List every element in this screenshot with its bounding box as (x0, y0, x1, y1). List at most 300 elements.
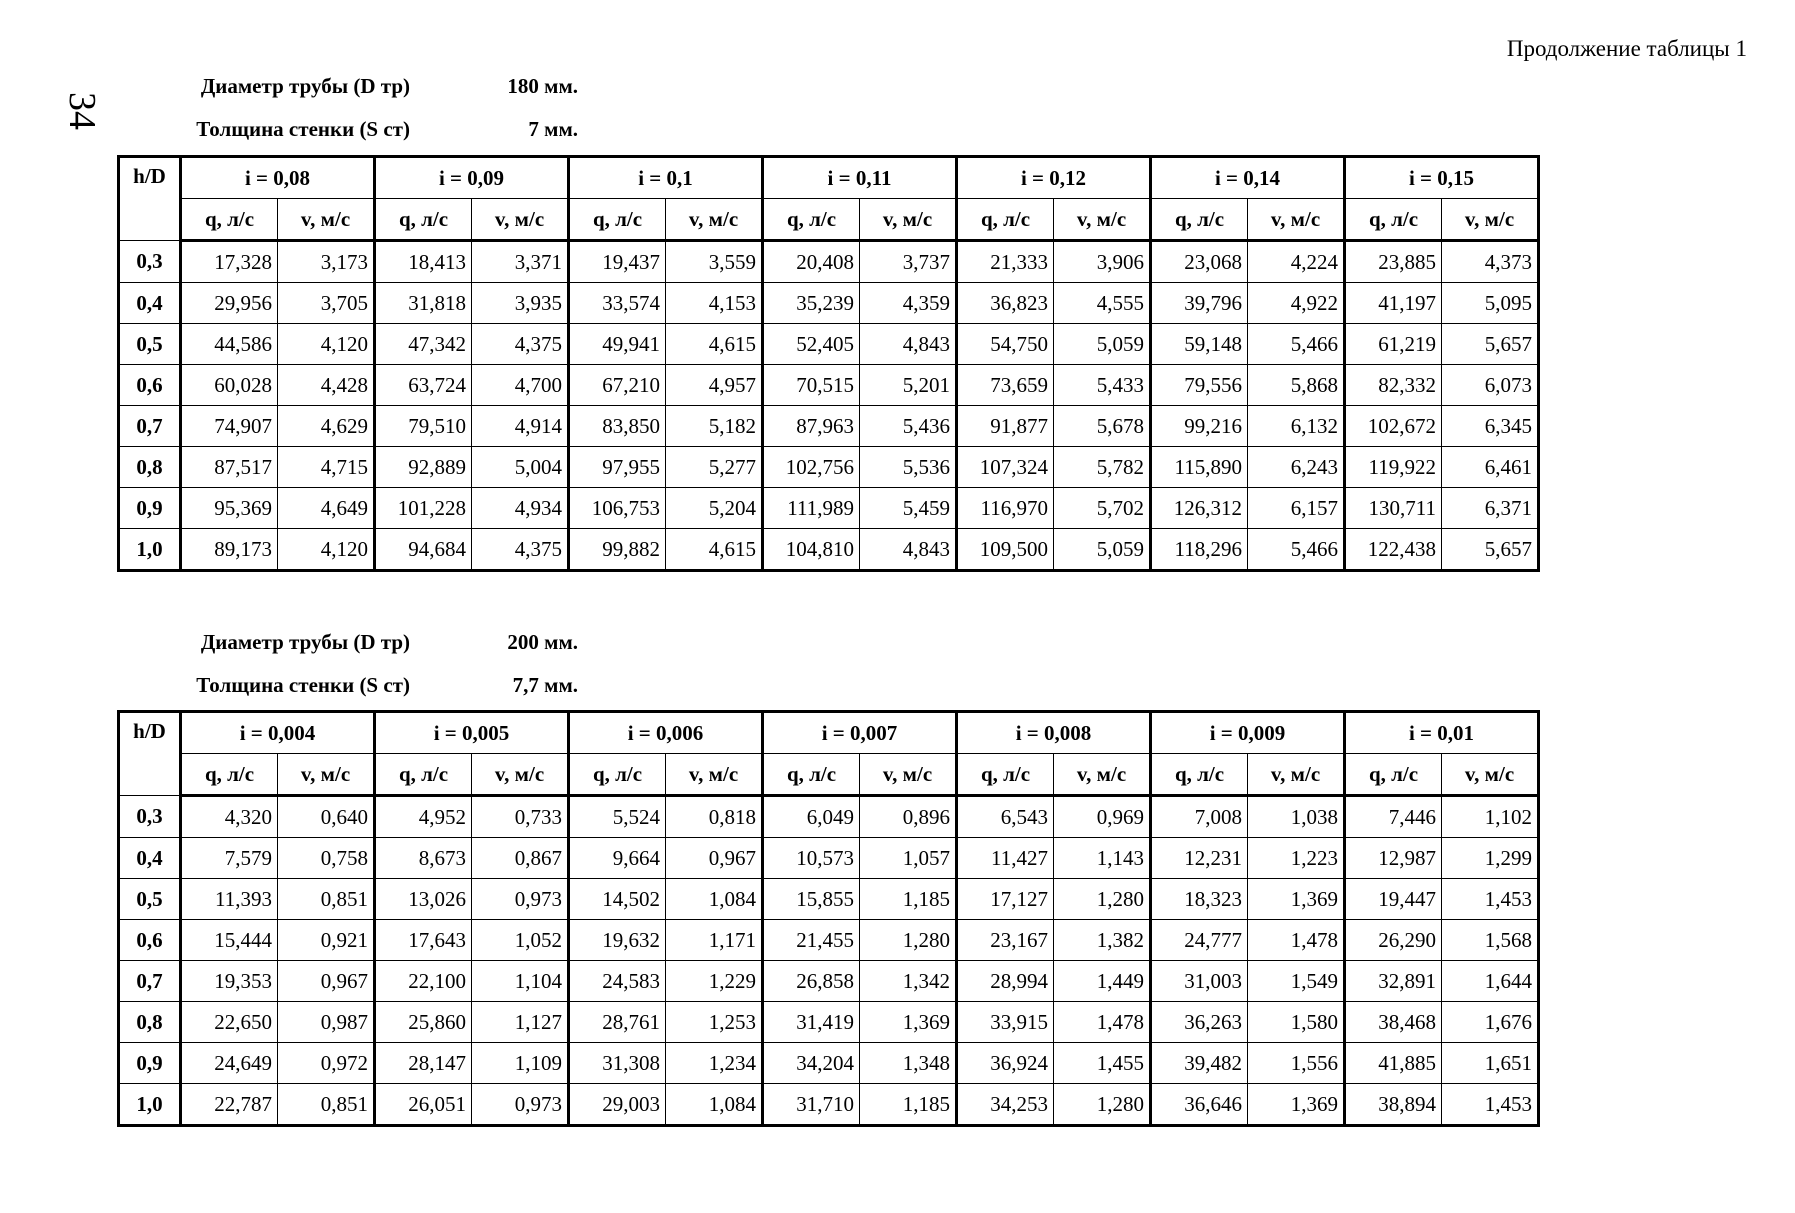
slope-group-header: i = 0,14 (1151, 157, 1345, 199)
velocity-cell: 6,157 (1248, 488, 1345, 529)
velocity-cell: 1,280 (1054, 879, 1151, 920)
flow-rate-cell: 107,324 (957, 447, 1054, 488)
flow-rate-cell: 79,556 (1151, 365, 1248, 406)
velocity-cell: 5,436 (860, 406, 957, 447)
velocity-cell: 6,461 (1442, 447, 1539, 488)
flow-rate-cell: 29,956 (181, 283, 278, 324)
flow-rate-cell: 20,408 (763, 241, 860, 283)
hd-value: 0,3 (119, 796, 181, 838)
diameter-label: Диаметр трубы (D тр) (200, 630, 410, 654)
flow-rate-cell: 49,941 (569, 324, 666, 365)
flow-rate-cell: 25,860 (375, 1002, 472, 1043)
flow-rate-cell: 22,100 (375, 961, 472, 1002)
flow-rate-cell: 36,263 (1151, 1002, 1248, 1043)
flow-rate-header: q, л/с (1151, 754, 1248, 796)
table-row (119, 406, 1539, 447)
flow-rate-cell: 10,573 (763, 838, 860, 879)
velocity-cell: 1,127 (472, 1002, 569, 1043)
velocity-cell: 0,818 (666, 796, 763, 838)
velocity-cell: 1,280 (1054, 1084, 1151, 1126)
velocity-cell: 3,559 (666, 241, 763, 283)
flow-rate-cell: 32,891 (1345, 961, 1442, 1002)
velocity-cell: 6,132 (1248, 406, 1345, 447)
flow-rate-cell: 119,922 (1345, 447, 1442, 488)
velocity-cell: 4,120 (278, 324, 375, 365)
flow-rate-cell: 34,253 (957, 1084, 1054, 1126)
hd-value: 0,7 (119, 961, 181, 1002)
flow-rate-cell: 19,632 (569, 920, 666, 961)
velocity-cell: 0,851 (278, 1084, 375, 1126)
velocity-cell: 1,253 (666, 1002, 763, 1043)
slope-group-header: i = 0,09 (375, 157, 569, 199)
velocity-cell: 3,935 (472, 283, 569, 324)
flow-rate-cell: 22,650 (181, 1002, 278, 1043)
velocity-cell: 5,059 (1054, 529, 1151, 571)
flow-rate-cell: 9,664 (569, 838, 666, 879)
velocity-cell: 0,758 (278, 838, 375, 879)
velocity-header: v, м/с (666, 199, 763, 241)
velocity-cell: 1,556 (1248, 1043, 1345, 1084)
velocity-cell: 1,223 (1248, 838, 1345, 879)
velocity-header: v, м/с (278, 199, 375, 241)
velocity-header: v, м/с (1442, 199, 1539, 241)
hd-value: 0,8 (119, 1002, 181, 1043)
velocity-cell: 1,084 (666, 1084, 763, 1126)
flow-rate-cell: 36,646 (1151, 1084, 1248, 1126)
velocity-cell: 4,934 (472, 488, 569, 529)
velocity-cell: 0,987 (278, 1002, 375, 1043)
flow-rate-cell: 61,219 (1345, 324, 1442, 365)
flow-rate-cell: 89,173 (181, 529, 278, 571)
flow-rate-cell: 101,228 (375, 488, 472, 529)
flow-rate-header: q, л/с (1151, 199, 1248, 241)
flow-rate-header: q, л/с (181, 199, 278, 241)
hd-value: 0,6 (119, 365, 181, 406)
flow-rate-cell: 33,915 (957, 1002, 1054, 1043)
velocity-cell: 4,914 (472, 406, 569, 447)
flow-rate-cell: 21,333 (957, 241, 1054, 283)
flow-rate-cell: 4,952 (375, 796, 472, 838)
velocity-cell: 5,459 (860, 488, 957, 529)
slope-group-header: i = 0,005 (375, 712, 569, 754)
table-row (119, 447, 1539, 488)
flow-rate-cell: 118,296 (1151, 529, 1248, 571)
velocity-cell: 5,657 (1442, 529, 1539, 571)
velocity-cell: 1,185 (860, 879, 957, 920)
velocity-cell: 0,972 (278, 1043, 375, 1084)
velocity-header: v, м/с (472, 199, 569, 241)
flow-rate-cell: 24,583 (569, 961, 666, 1002)
velocity-cell: 0,973 (472, 1084, 569, 1126)
velocity-cell: 0,867 (472, 838, 569, 879)
flow-rate-cell: 38,468 (1345, 1002, 1442, 1043)
flow-rate-cell: 116,970 (957, 488, 1054, 529)
velocity-cell: 4,375 (472, 324, 569, 365)
flow-rate-cell: 79,510 (375, 406, 472, 447)
hd-value: 1,0 (119, 529, 181, 571)
flow-rate-cell: 21,455 (763, 920, 860, 961)
velocity-cell: 0,967 (278, 961, 375, 1002)
velocity-cell: 4,843 (860, 324, 957, 365)
table-row (119, 283, 1539, 324)
velocity-cell: 4,428 (278, 365, 375, 406)
velocity-cell: 5,466 (1248, 324, 1345, 365)
flow-rate-cell: 15,444 (181, 920, 278, 961)
flow-rate-cell: 22,787 (181, 1084, 278, 1126)
diameter-value: 180 мм. (507, 74, 578, 98)
velocity-cell: 4,615 (666, 324, 763, 365)
flow-rate-cell: 6,049 (763, 796, 860, 838)
velocity-header: v, м/с (472, 754, 569, 796)
flow-rate-cell: 102,672 (1345, 406, 1442, 447)
velocity-cell: 1,651 (1442, 1043, 1539, 1084)
hd-value: 0,4 (119, 838, 181, 879)
velocity-cell: 4,375 (472, 529, 569, 571)
velocity-cell: 5,466 (1248, 529, 1345, 571)
velocity-cell: 4,957 (666, 365, 763, 406)
wall-thickness-label: Толщина стенки (S ст) (196, 673, 410, 697)
velocity-header: v, м/с (1442, 754, 1539, 796)
velocity-cell: 0,896 (860, 796, 957, 838)
table-row (119, 1002, 1539, 1043)
flow-rate-cell: 44,586 (181, 324, 278, 365)
velocity-header: v, м/с (860, 199, 957, 241)
velocity-cell: 1,382 (1054, 920, 1151, 961)
velocity-cell: 1,229 (666, 961, 763, 1002)
flow-rate-cell: 15,855 (763, 879, 860, 920)
flow-rate-header: q, л/с (957, 199, 1054, 241)
flow-rate-cell: 41,197 (1345, 283, 1442, 324)
velocity-cell: 4,555 (1054, 283, 1151, 324)
velocity-cell: 5,182 (666, 406, 763, 447)
velocity-cell: 4,120 (278, 529, 375, 571)
wall-thickness-value: 7 мм. (528, 117, 578, 141)
flow-rate-cell: 54,750 (957, 324, 1054, 365)
velocity-cell: 5,201 (860, 365, 957, 406)
flow-rate-cell: 60,028 (181, 365, 278, 406)
flow-rate-cell: 91,877 (957, 406, 1054, 447)
flow-rate-cell: 24,649 (181, 1043, 278, 1084)
flow-rate-cell: 26,290 (1345, 920, 1442, 961)
flow-rate-cell: 12,231 (1151, 838, 1248, 879)
hd-column-header: h/D (119, 712, 181, 796)
flow-rate-cell: 92,889 (375, 447, 472, 488)
slope-group-header: i = 0,008 (957, 712, 1151, 754)
velocity-cell: 1,057 (860, 838, 957, 879)
flow-rate-cell: 24,777 (1151, 920, 1248, 961)
hd-value: 0,4 (119, 283, 181, 324)
continuation-caption: Продолжение таблицы 1 (1506, 36, 1747, 61)
flow-rate-cell: 83,850 (569, 406, 666, 447)
flow-rate-cell: 47,342 (375, 324, 472, 365)
velocity-cell: 5,657 (1442, 324, 1539, 365)
slope-group-header: i = 0,11 (763, 157, 957, 199)
flow-rate-cell: 39,482 (1151, 1043, 1248, 1084)
flow-rate-cell: 18,413 (375, 241, 472, 283)
flow-rate-cell: 26,858 (763, 961, 860, 1002)
flow-rate-header: q, л/с (763, 754, 860, 796)
flow-rate-header: q, л/с (1345, 199, 1442, 241)
velocity-cell: 0,967 (666, 838, 763, 879)
flow-rate-cell: 28,994 (957, 961, 1054, 1002)
velocity-cell: 3,906 (1054, 241, 1151, 283)
flow-rate-header: q, л/с (375, 754, 472, 796)
flow-rate-header: q, л/с (375, 199, 472, 241)
flow-rate-cell: 35,239 (763, 283, 860, 324)
flow-rate-cell: 29,003 (569, 1084, 666, 1126)
velocity-cell: 0,973 (472, 879, 569, 920)
flow-rate-cell: 33,574 (569, 283, 666, 324)
velocity-cell: 1,644 (1442, 961, 1539, 1002)
flow-rate-cell: 39,796 (1151, 283, 1248, 324)
velocity-cell: 6,345 (1442, 406, 1539, 447)
flow-rate-cell: 109,500 (957, 529, 1054, 571)
flow-rate-cell: 70,515 (763, 365, 860, 406)
velocity-cell: 5,204 (666, 488, 763, 529)
velocity-cell: 1,342 (860, 961, 957, 1002)
velocity-cell: 5,004 (472, 447, 569, 488)
table-row (119, 961, 1539, 1002)
velocity-cell: 1,449 (1054, 961, 1151, 1002)
flow-rate-cell: 106,753 (569, 488, 666, 529)
flow-rate-cell: 12,987 (1345, 838, 1442, 879)
velocity-cell: 5,059 (1054, 324, 1151, 365)
flow-rate-cell: 87,517 (181, 447, 278, 488)
flow-rate-cell: 17,643 (375, 920, 472, 961)
flow-rate-cell: 31,419 (763, 1002, 860, 1043)
flow-rate-cell: 8,673 (375, 838, 472, 879)
flow-rate-cell: 59,148 (1151, 324, 1248, 365)
flow-rate-cell: 115,890 (1151, 447, 1248, 488)
flow-rate-cell: 36,924 (957, 1043, 1054, 1084)
slope-group-header: i = 0,01 (1345, 712, 1539, 754)
flow-rate-cell: 94,684 (375, 529, 472, 571)
velocity-cell: 1,348 (860, 1043, 957, 1084)
velocity-header: v, м/с (1054, 199, 1151, 241)
slope-group-header: i = 0,1 (569, 157, 763, 199)
flow-rate-cell: 4,320 (181, 796, 278, 838)
flow-rate-cell: 52,405 (763, 324, 860, 365)
velocity-header: v, м/с (860, 754, 957, 796)
velocity-cell: 1,568 (1442, 920, 1539, 961)
velocity-cell: 5,536 (860, 447, 957, 488)
slope-group-header: i = 0,009 (1151, 712, 1345, 754)
velocity-cell: 1,171 (666, 920, 763, 961)
flow-rate-cell: 7,579 (181, 838, 278, 879)
velocity-cell: 1,084 (666, 879, 763, 920)
flow-rate-header: q, л/с (181, 754, 278, 796)
hd-value: 0,3 (119, 241, 181, 283)
velocity-cell: 4,843 (860, 529, 957, 571)
hd-value: 0,8 (119, 447, 181, 488)
table-row (119, 920, 1539, 961)
table-row (119, 324, 1539, 365)
slope-group-header: i = 0,15 (1345, 157, 1539, 199)
table-row (119, 796, 1539, 838)
velocity-cell: 1,280 (860, 920, 957, 961)
velocity-header: v, м/с (666, 754, 763, 796)
velocity-cell: 4,922 (1248, 283, 1345, 324)
flow-rate-header: q, л/с (957, 754, 1054, 796)
hd-value: 1,0 (119, 1084, 181, 1126)
velocity-cell: 4,615 (666, 529, 763, 571)
flow-rate-cell: 26,051 (375, 1084, 472, 1126)
slope-group-header: i = 0,006 (569, 712, 763, 754)
flow-rate-cell: 31,818 (375, 283, 472, 324)
flow-rate-cell: 7,008 (1151, 796, 1248, 838)
flow-rate-cell: 31,308 (569, 1043, 666, 1084)
velocity-cell: 1,038 (1248, 796, 1345, 838)
flow-rate-cell: 34,204 (763, 1043, 860, 1084)
table-row (119, 838, 1539, 879)
velocity-cell: 4,715 (278, 447, 375, 488)
flow-rate-cell: 95,369 (181, 488, 278, 529)
hd-value: 0,9 (119, 488, 181, 529)
velocity-header: v, м/с (1248, 754, 1345, 796)
table-row (119, 488, 1539, 529)
flow-rate-cell: 13,026 (375, 879, 472, 920)
velocity-cell: 1,299 (1442, 838, 1539, 879)
flow-rate-cell: 73,659 (957, 365, 1054, 406)
flow-rate-cell: 28,761 (569, 1002, 666, 1043)
hd-value: 0,5 (119, 879, 181, 920)
flow-rate-header: q, л/с (569, 754, 666, 796)
flow-rate-cell: 7,446 (1345, 796, 1442, 838)
hd-value: 0,9 (119, 1043, 181, 1084)
velocity-cell: 0,921 (278, 920, 375, 961)
velocity-cell: 1,478 (1054, 1002, 1151, 1043)
flow-rate-header: q, л/с (1345, 754, 1442, 796)
velocity-cell: 0,640 (278, 796, 375, 838)
velocity-cell: 1,369 (1248, 879, 1345, 920)
velocity-cell: 5,868 (1248, 365, 1345, 406)
flow-rate-cell: 74,907 (181, 406, 278, 447)
flow-table-200mm (117, 710, 1540, 1127)
velocity-cell: 1,478 (1248, 920, 1345, 961)
flow-rate-cell: 82,332 (1345, 365, 1442, 406)
flow-rate-cell: 87,963 (763, 406, 860, 447)
flow-rate-cell: 5,524 (569, 796, 666, 838)
velocity-cell: 6,243 (1248, 447, 1345, 488)
velocity-header: v, м/с (1248, 199, 1345, 241)
velocity-cell: 1,102 (1442, 796, 1539, 838)
flow-rate-cell: 126,312 (1151, 488, 1248, 529)
velocity-cell: 3,173 (278, 241, 375, 283)
velocity-cell: 1,369 (860, 1002, 957, 1043)
velocity-cell: 1,676 (1442, 1002, 1539, 1043)
table-row (119, 241, 1539, 283)
velocity-cell: 3,705 (278, 283, 375, 324)
table-row (119, 529, 1539, 571)
flow-rate-cell: 102,756 (763, 447, 860, 488)
flow-rate-header: q, л/с (569, 199, 666, 241)
velocity-cell: 1,549 (1248, 961, 1345, 1002)
velocity-cell: 4,359 (860, 283, 957, 324)
velocity-cell: 5,277 (666, 447, 763, 488)
velocity-cell: 0,969 (1054, 796, 1151, 838)
velocity-cell: 6,371 (1442, 488, 1539, 529)
velocity-cell: 1,104 (472, 961, 569, 1002)
velocity-cell: 5,433 (1054, 365, 1151, 406)
velocity-cell: 1,453 (1442, 1084, 1539, 1126)
velocity-cell: 1,234 (666, 1043, 763, 1084)
velocity-cell: 5,702 (1054, 488, 1151, 529)
velocity-cell: 0,733 (472, 796, 569, 838)
velocity-cell: 0,851 (278, 879, 375, 920)
table-row (119, 1043, 1539, 1084)
wall-thickness-value: 7,7 мм. (512, 673, 578, 697)
table-row (119, 1084, 1539, 1126)
table-row (119, 879, 1539, 920)
hd-column-header: h/D (119, 157, 181, 241)
flow-rate-cell: 17,328 (181, 241, 278, 283)
velocity-header: v, м/с (1054, 754, 1151, 796)
flow-rate-cell: 19,437 (569, 241, 666, 283)
velocity-cell: 4,224 (1248, 241, 1345, 283)
velocity-cell: 1,453 (1442, 879, 1539, 920)
velocity-header: v, м/с (278, 754, 375, 796)
velocity-cell: 3,371 (472, 241, 569, 283)
flow-rate-cell: 99,882 (569, 529, 666, 571)
flow-rate-cell: 122,438 (1345, 529, 1442, 571)
flow-rate-cell: 6,543 (957, 796, 1054, 838)
slope-group-header: i = 0,004 (181, 712, 375, 754)
flow-table-180mm (117, 155, 1540, 572)
velocity-cell: 4,700 (472, 365, 569, 406)
flow-rate-cell: 38,894 (1345, 1084, 1442, 1126)
velocity-cell: 4,373 (1442, 241, 1539, 283)
flow-rate-cell: 63,724 (375, 365, 472, 406)
flow-rate-cell: 23,885 (1345, 241, 1442, 283)
velocity-cell: 1,143 (1054, 838, 1151, 879)
slope-group-header: i = 0,08 (181, 157, 375, 199)
velocity-cell: 1,455 (1054, 1043, 1151, 1084)
velocity-cell: 6,073 (1442, 365, 1539, 406)
hd-value: 0,7 (119, 406, 181, 447)
velocity-cell: 3,737 (860, 241, 957, 283)
velocity-cell: 4,629 (278, 406, 375, 447)
flow-rate-cell: 11,427 (957, 838, 1054, 879)
hd-value: 0,5 (119, 324, 181, 365)
velocity-cell: 5,095 (1442, 283, 1539, 324)
flow-rate-cell: 36,823 (957, 283, 1054, 324)
velocity-cell: 4,153 (666, 283, 763, 324)
flow-rate-cell: 104,810 (763, 529, 860, 571)
slope-group-header: i = 0,007 (763, 712, 957, 754)
flow-rate-cell: 14,502 (569, 879, 666, 920)
flow-rate-cell: 130,711 (1345, 488, 1442, 529)
flow-rate-cell: 31,710 (763, 1084, 860, 1126)
diameter-value: 200 мм. (507, 630, 578, 654)
velocity-cell: 5,678 (1054, 406, 1151, 447)
flow-rate-cell: 23,167 (957, 920, 1054, 961)
flow-rate-cell: 17,127 (957, 879, 1054, 920)
flow-rate-cell: 18,323 (1151, 879, 1248, 920)
diameter-label: Диаметр трубы (D тр) (200, 74, 410, 98)
flow-rate-cell: 67,210 (569, 365, 666, 406)
hd-value: 0,6 (119, 920, 181, 961)
table-row (119, 365, 1539, 406)
flow-rate-cell: 111,989 (763, 488, 860, 529)
velocity-cell: 4,649 (278, 488, 375, 529)
flow-rate-cell: 19,447 (1345, 879, 1442, 920)
slope-group-header: i = 0,12 (957, 157, 1151, 199)
velocity-cell: 1,109 (472, 1043, 569, 1084)
flow-rate-cell: 99,216 (1151, 406, 1248, 447)
flow-rate-header: q, л/с (763, 199, 860, 241)
flow-rate-cell: 23,068 (1151, 241, 1248, 283)
flow-rate-cell: 11,393 (181, 879, 278, 920)
